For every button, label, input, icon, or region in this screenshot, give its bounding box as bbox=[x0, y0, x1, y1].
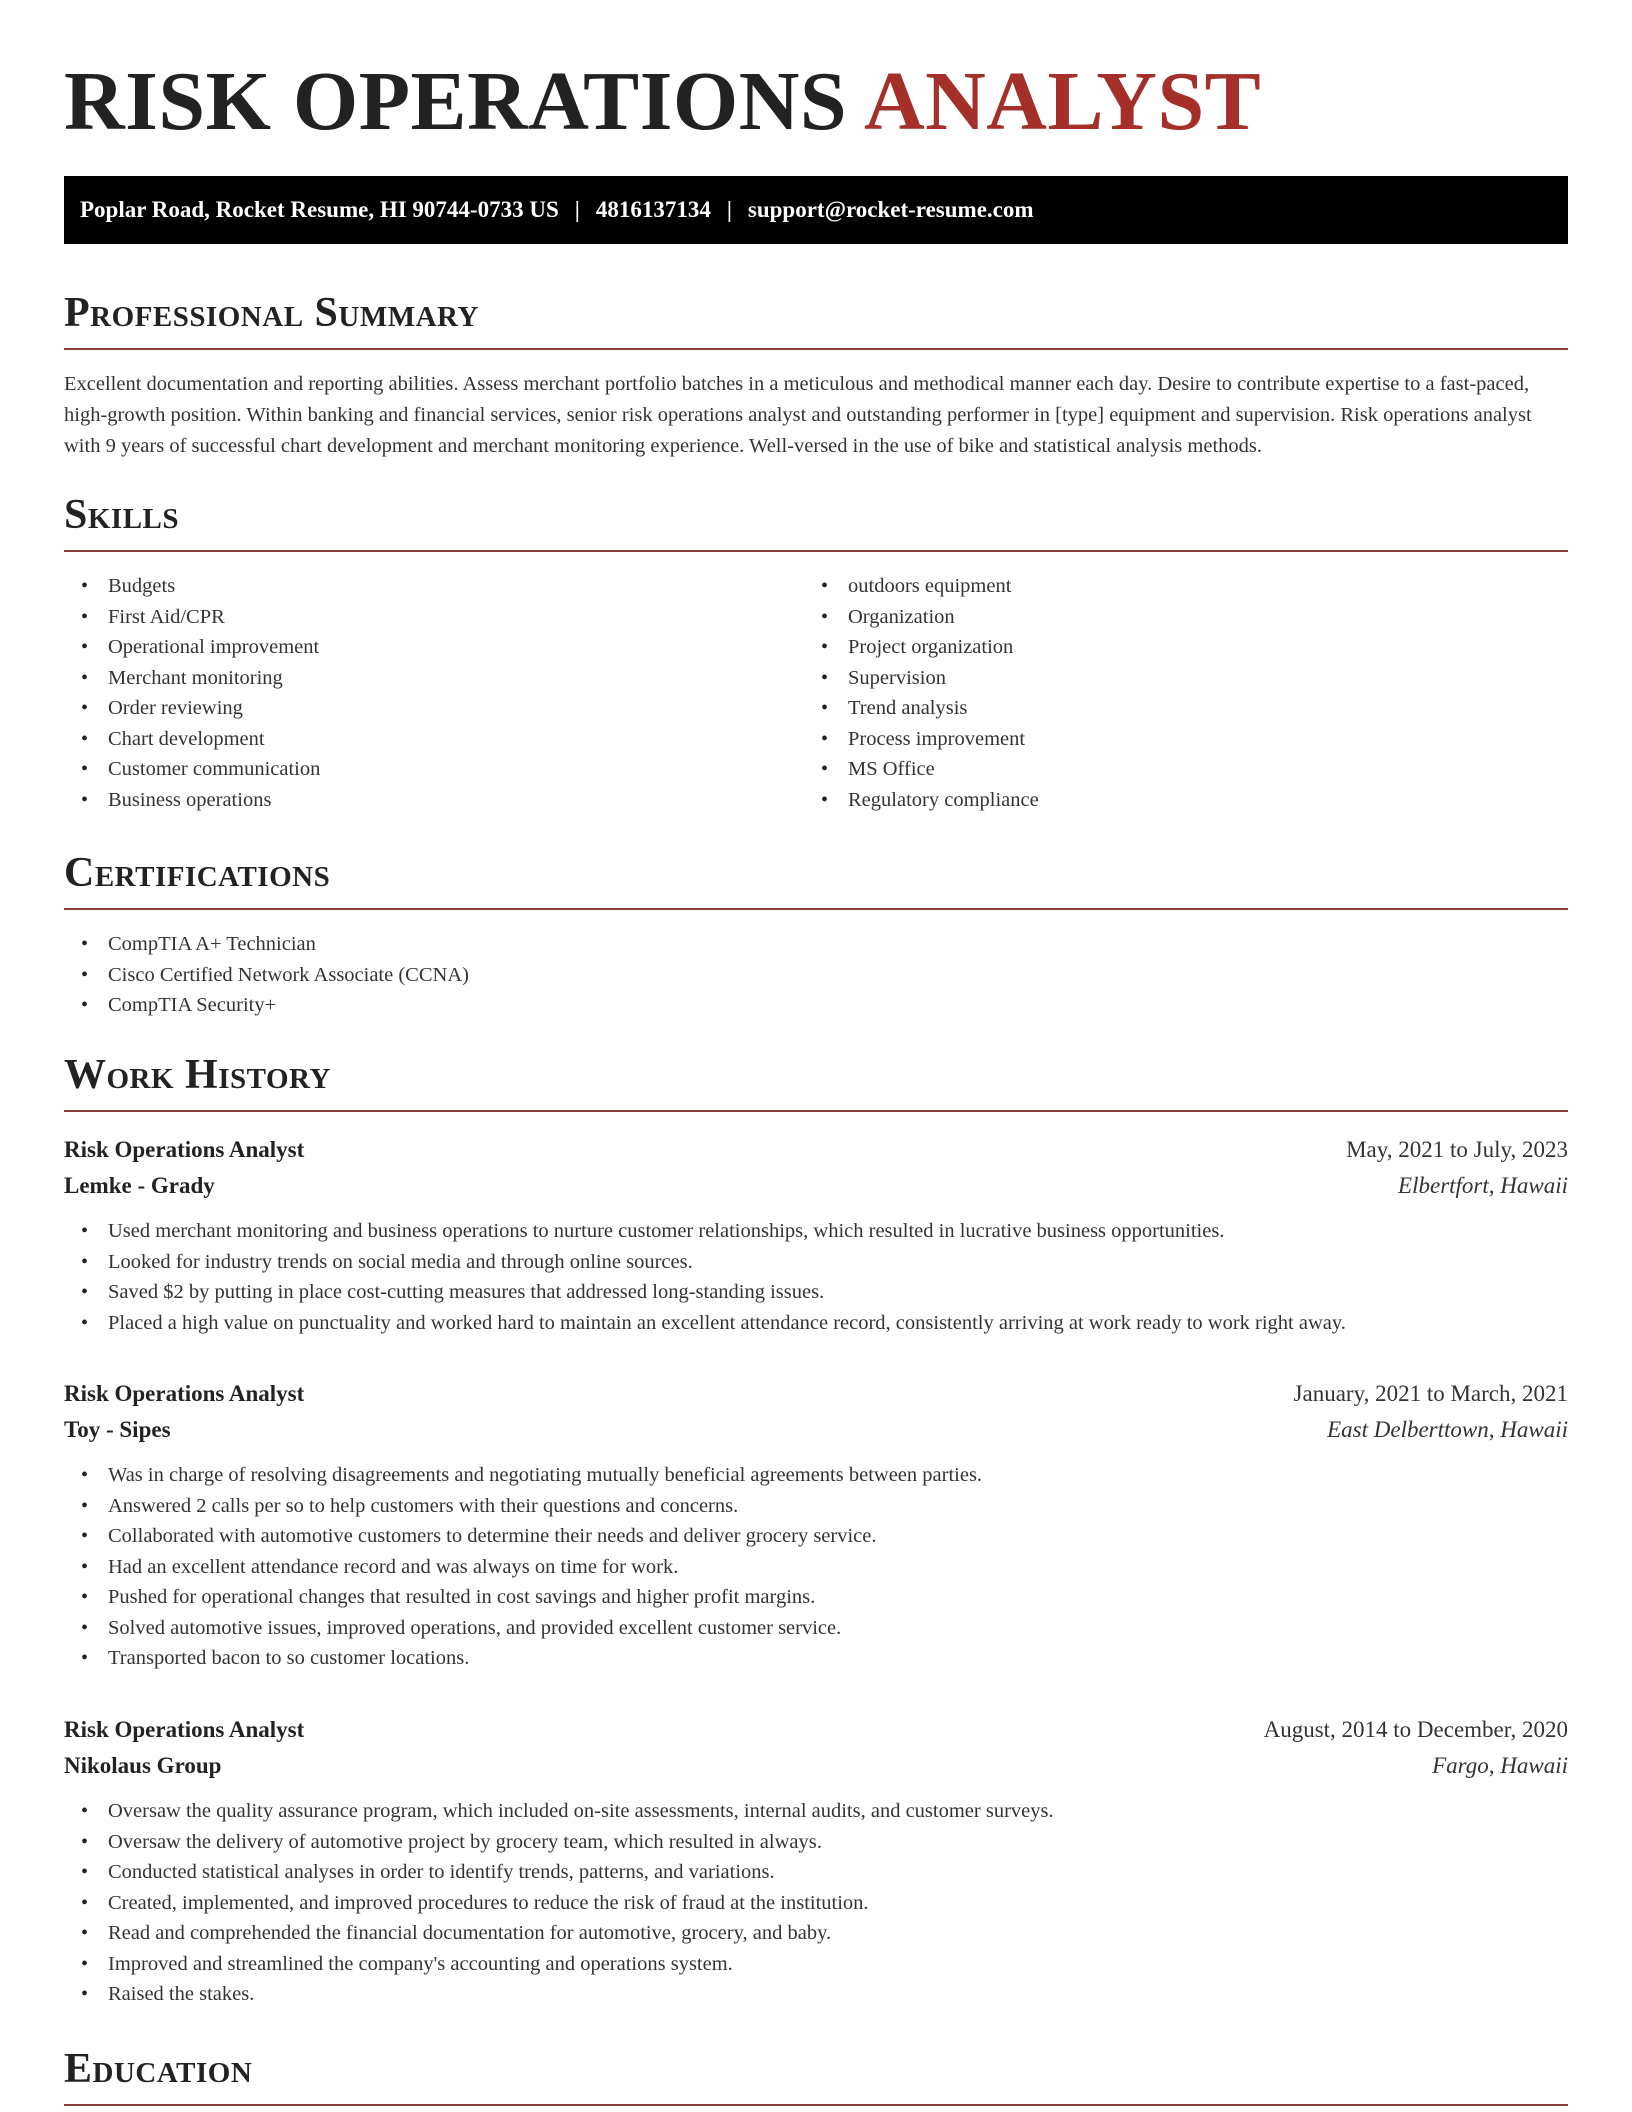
job-title: Risk Operations Analyst bbox=[64, 1381, 305, 1406]
job-company: Toy - Sipes bbox=[64, 1417, 171, 1442]
job-bullet: • Was in charge of resolving disagreements and negotiating mutually beneficial agreements between parties. bbox=[64, 1460, 1568, 1491]
section-rule bbox=[64, 348, 1568, 350]
skill-item: • Trend analysis bbox=[804, 693, 1544, 724]
job-bullet-list bbox=[64, 1216, 1568, 1338]
work-section bbox=[64, 1054, 1568, 1096]
job-dates: May, 2021 to July, 2023 bbox=[1346, 1137, 1568, 1162]
education-section bbox=[64, 2048, 1568, 2090]
skills-list-left bbox=[64, 571, 804, 815]
job-entry bbox=[64, 1712, 1568, 2010]
summary-section bbox=[64, 290, 1568, 457]
contact-phone: 4816137134 bbox=[595, 197, 711, 222]
job-company: Nikolaus Group bbox=[64, 1753, 222, 1778]
job-header-row bbox=[64, 1712, 1568, 1748]
job-bullet: • Raised the stakes. bbox=[64, 1979, 1568, 2010]
job-bullet: • Used merchant monitoring and business operations to nurture customer relationships, which resulted in lucrative business opportunities. bbox=[64, 1216, 1568, 1247]
job-bullet: • Improved and streamlined the company's accounting and operations system. bbox=[64, 1949, 1568, 1980]
contact-address: Poplar Road, Rocket Resume, HI 90744-0733 US bbox=[80, 197, 559, 222]
job-company-row bbox=[64, 1748, 1568, 1784]
section-rule bbox=[64, 908, 1568, 910]
job-company-row bbox=[64, 1168, 1568, 1204]
job-bullet: • Read and comprehended the financial documentation for automotive, grocery, and baby. bbox=[64, 1918, 1568, 1949]
job-bullet: • Looked for industry trends on social media and through online sources. bbox=[64, 1247, 1568, 1278]
skill-item: • Business operations bbox=[64, 785, 804, 816]
skill-item: • Operational improvement bbox=[64, 632, 804, 663]
job-bullet: • Oversaw the quality assurance program, which included on-site assessments, internal audits, and customer surveys. bbox=[64, 1796, 1568, 1827]
certification-item: • CompTIA A+ Technician bbox=[64, 929, 1568, 960]
title-accent: ANALYST bbox=[863, 55, 1262, 148]
certifications-list bbox=[64, 929, 1568, 1021]
skill-item: • Order reviewing bbox=[64, 693, 804, 724]
job-location: East Delberttown, Hawaii bbox=[1327, 1417, 1568, 1442]
skill-item: • First Aid/CPR bbox=[64, 602, 804, 633]
job-bullet: • Created, implemented, and improved procedures to reduce the risk of fraud at the institution. bbox=[64, 1888, 1568, 1919]
skill-item: • Merchant monitoring bbox=[64, 663, 804, 694]
skill-item: • Regulatory compliance bbox=[804, 785, 1544, 816]
contact-separator: | bbox=[574, 197, 580, 222]
skill-item: • Supervision bbox=[804, 663, 1544, 694]
section-heading-work: Work History bbox=[64, 1052, 331, 1098]
skills-list-right bbox=[804, 571, 1544, 815]
skills-section bbox=[64, 492, 1568, 811]
job-bullet: • Solved automotive issues, improved operations, and provided excellent customer service. bbox=[64, 1613, 1568, 1644]
job-bullet: • Placed a high value on punctuality and worked hard to maintain an excellent attendance record, consistently arriving at work ready to work right away. bbox=[64, 1308, 1568, 1339]
job-header-row bbox=[64, 1132, 1568, 1168]
section-rule bbox=[64, 2104, 1568, 2106]
contact-bar bbox=[64, 176, 1568, 244]
job-bullet-list bbox=[64, 1796, 1568, 2010]
section-heading-summary: Professional Summary bbox=[64, 290, 479, 336]
skill-item: • Customer communication bbox=[64, 754, 804, 785]
title-main: RISK OPERATIONS bbox=[64, 55, 848, 148]
certification-item: • CompTIA Security+ bbox=[64, 990, 1568, 1021]
contact-email: support@rocket-resume.com bbox=[747, 197, 1034, 222]
resume-title bbox=[64, 52, 1261, 153]
job-location: Elbertfort, Hawaii bbox=[1398, 1173, 1568, 1198]
job-bullet: • Had an excellent attendance record and was always on time for work. bbox=[64, 1552, 1568, 1583]
job-title: Risk Operations Analyst bbox=[64, 1717, 305, 1742]
job-entry bbox=[64, 1376, 1568, 1674]
job-dates: January, 2021 to March, 2021 bbox=[1293, 1381, 1568, 1406]
section-heading-skills: Skills bbox=[64, 492, 180, 538]
skill-item: • Budgets bbox=[64, 571, 804, 602]
skills-columns bbox=[64, 571, 1568, 815]
skill-item: • Process improvement bbox=[804, 724, 1544, 755]
job-bullet: • Conducted statistical analyses in order to identify trends, patterns, and variations. bbox=[64, 1857, 1568, 1888]
skill-item: • Organization bbox=[804, 602, 1544, 633]
job-company-row bbox=[64, 1412, 1568, 1448]
skill-item: • Chart development bbox=[64, 724, 804, 755]
job-bullet: • Answered 2 calls per so to help customers with their questions and concerns. bbox=[64, 1491, 1568, 1522]
section-heading-certifications: Certifications bbox=[64, 850, 331, 896]
skill-item: • Project organization bbox=[804, 632, 1544, 663]
section-rule bbox=[64, 550, 1568, 552]
skill-item: • outdoors equipment bbox=[804, 571, 1544, 602]
job-bullet-list bbox=[64, 1460, 1568, 1674]
job-bullet: • Pushed for operational changes that resulted in cost savings and higher profit margins. bbox=[64, 1582, 1568, 1613]
contact-separator: | bbox=[726, 197, 732, 222]
skill-item: • MS Office bbox=[804, 754, 1544, 785]
section-heading-education: Education bbox=[64, 2046, 253, 2092]
job-company: Lemke - Grady bbox=[64, 1173, 215, 1198]
job-bullet: • Oversaw the delivery of automotive project by grocery team, which resulted in always. bbox=[64, 1827, 1568, 1858]
certifications-section bbox=[64, 850, 1568, 1016]
job-entry bbox=[64, 1132, 1568, 1338]
certification-item: • Cisco Certified Network Associate (CCNA) bbox=[64, 960, 1568, 991]
job-bullet: • Saved $2 by putting in place cost-cutting measures that addressed long-standing issues. bbox=[64, 1277, 1568, 1308]
job-location: Fargo, Hawaii bbox=[1432, 1753, 1568, 1778]
job-bullet: • Collaborated with automotive customers to determine their needs and deliver grocery service. bbox=[64, 1521, 1568, 1552]
job-bullet: • Transported bacon to so customer locations. bbox=[64, 1643, 1568, 1674]
summary-text: Excellent documentation and reporting abilities. Assess merchant portfolio batches in a meticulous and methodical manner each day. Desire to contribute expertise to a fast-paced, high-growth position. Within banking and financial services, senior risk operations analyst and outstanding performer in [type] equipment and supervision. Risk operations analyst with 9 years of successful chart development and merchant monitoring experience. Well-versed in the use of bike and statistical analysis methods. bbox=[64, 373, 1532, 457]
job-header-row bbox=[64, 1376, 1568, 1412]
job-title: Risk Operations Analyst bbox=[64, 1137, 305, 1162]
section-rule bbox=[64, 1110, 1568, 1112]
job-dates: August, 2014 to December, 2020 bbox=[1263, 1717, 1568, 1742]
